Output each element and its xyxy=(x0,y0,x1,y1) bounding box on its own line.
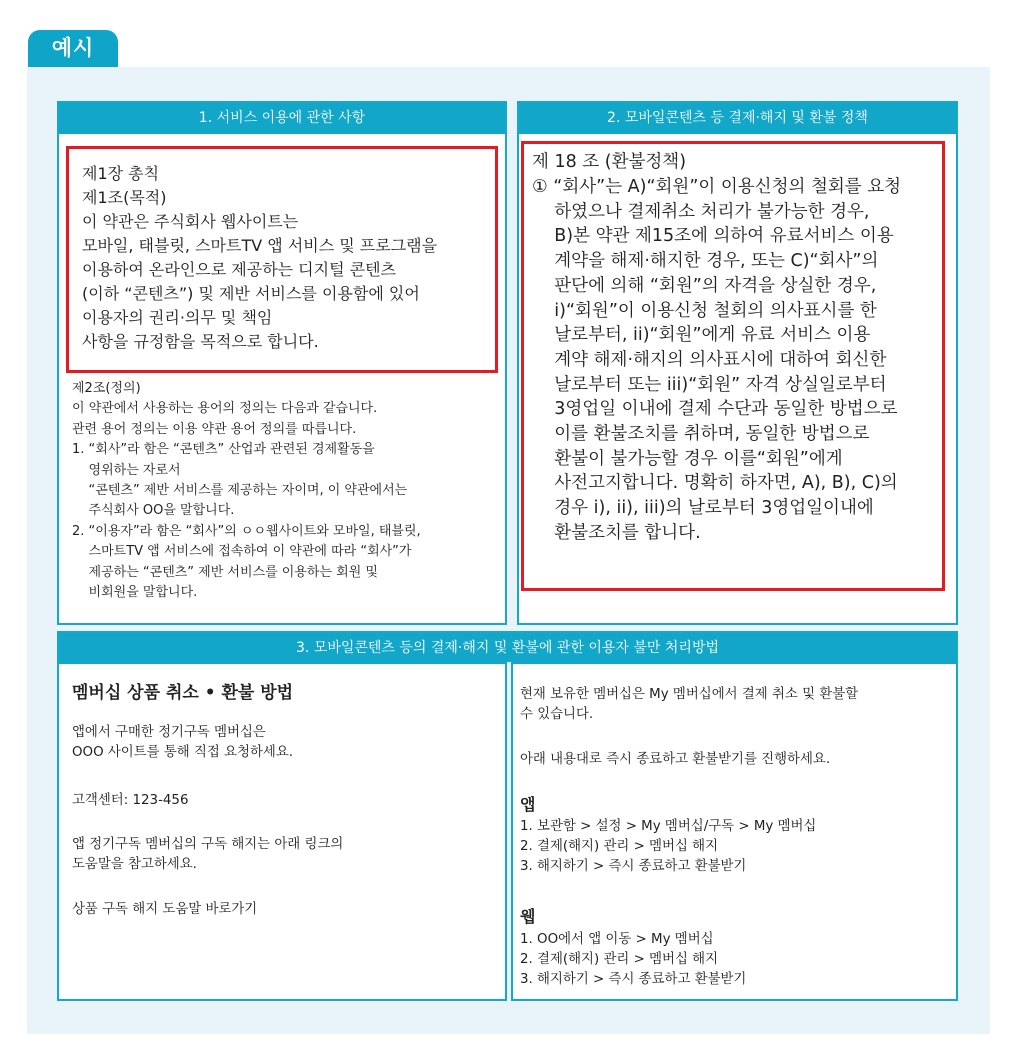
refund-method-paragraph-3: 앱 정기구독 멤버십의 구독 해지는 아래 링크의 도움말을 참고하세요. xyxy=(72,837,344,872)
app-heading: 앱 xyxy=(520,795,536,814)
article-18-body: ① “회사”는 A)“회원”이 이용신청의 철회를 요청 하였으나 결제취소 처리가 불가능한 경우, B)본 약관 제15조에 의하여 유료서비스 이용 계약을 해제·해지한 경우, 또는 C)“회사”의 판단에 의해 “회원”의 자격을 상실한 경우, i)“회원”이 이용신청 철회의 의사표시를 한 날로부터, ii)“회원”에게 유료 서비스 이용 계약 해제·해지의 의사표시에 대하여 회신한 날로부터 또는 iii)“회원” 자격 상실일로부터 3영업일 이내에 결제 수단과 동일한 방법으로 이를 환불조치를 취하며, 동일한 방법으로 환불이 불가능할 경우 이를“회원”에게 사전고지합니다. 명확히 하자면, A), B), C)의 경우 i), ii), iii)의 날로부터 3영업일이내에 환불조치를 합니다. xyxy=(532,177,902,543)
membership-info-text: 현재 보유한 멤버십은 My 멤버십에서 결제 취소 및 환불할 수 있습니다. xyxy=(520,687,859,722)
article-18-title: 제 18 조 (환불정책) xyxy=(532,152,687,172)
instruction-text: 아래 내용대로 즉시 종료하고 환불받기를 진행하세요. xyxy=(520,752,831,767)
section-1-header: 1. 서비스 이용에 관한 사항 xyxy=(59,103,505,134)
article-1-text: 제1장 총칙 제1조(목적) 이 약관은 주식회사 웹사이트는 모바일, 태블릿, 스마트TV 앱 서비스 및 프로그램을 이용하여 온라인으로 제공하는 디지털 콘텐츠 (이하 “콘텐츠”) 및 제반 서비스를 이용함에 있어 이용자의 권리·의무 및 책임 사항을 규정함을 목적으로 합니다. xyxy=(82,164,438,351)
customer-center-text: 고객센터: 123-456 xyxy=(72,793,189,808)
web-heading: 웹 xyxy=(520,907,536,926)
refund-method-paragraph-1: 앱에서 구매한 정기구독 멤버십은 OOO 사이트를 통해 직접 요청하세요. xyxy=(72,725,294,760)
help-link[interactable]: 상품 구독 해지 도움말 바로가기 xyxy=(72,902,258,917)
refund-method-title: 멤버십 상품 취소 • 환불 방법 xyxy=(72,683,294,703)
example-tab: 예시 xyxy=(28,30,118,67)
web-steps: 1. OO에서 앱 이동 > My 멤버십 2. 결제(해지) 관리 > 멤버십 해지 3. 해지하기 > 즉시 종료하고 환불받기 xyxy=(520,932,747,987)
app-steps: 1. 보관함 > 설정 > My 멤버십/구독 > My 멤버십 2. 결제(해지) 관리 > 멤버십 해지 3. 해지하기 > 즉시 종료하고 환불받기 xyxy=(520,819,817,874)
article-2-text: 제2조(정의) 이 약관에서 사용하는 용어의 정의는 다음과 같습니다. 관련 용어 정의는 이용 약관 용어 정의를 따릅니다. 1. “회사”라 함은 “콘텐츠” 산업과 관련된 경제활동을 영위하는 자로서 “콘텐츠” 제반 서비스를 제공하는 자이며, 이 약관에서는 주식회사 OO을 말합니다. 2. “이용자”라 함은 “회사”의 ㅇㅇ웹사이트와 모바일, 태블릿, 스마트TV 앱 서비스에 접속하여 이 약관에 따라 “회사”가 제공하는 “콘텐츠” 제반 서비스를 이용하는 회원 및 비회원을 말합니다. xyxy=(72,381,421,601)
section-3-header: 3. 모바일콘텐츠 등의 결제·해지 및 환불에 관한 이용자 불만 처리방법 xyxy=(59,633,956,664)
section-2-header: 2. 모바일콘텐츠 등 결제·해지 및 환불 정책 xyxy=(519,103,956,134)
section-3-divider xyxy=(505,662,513,1001)
